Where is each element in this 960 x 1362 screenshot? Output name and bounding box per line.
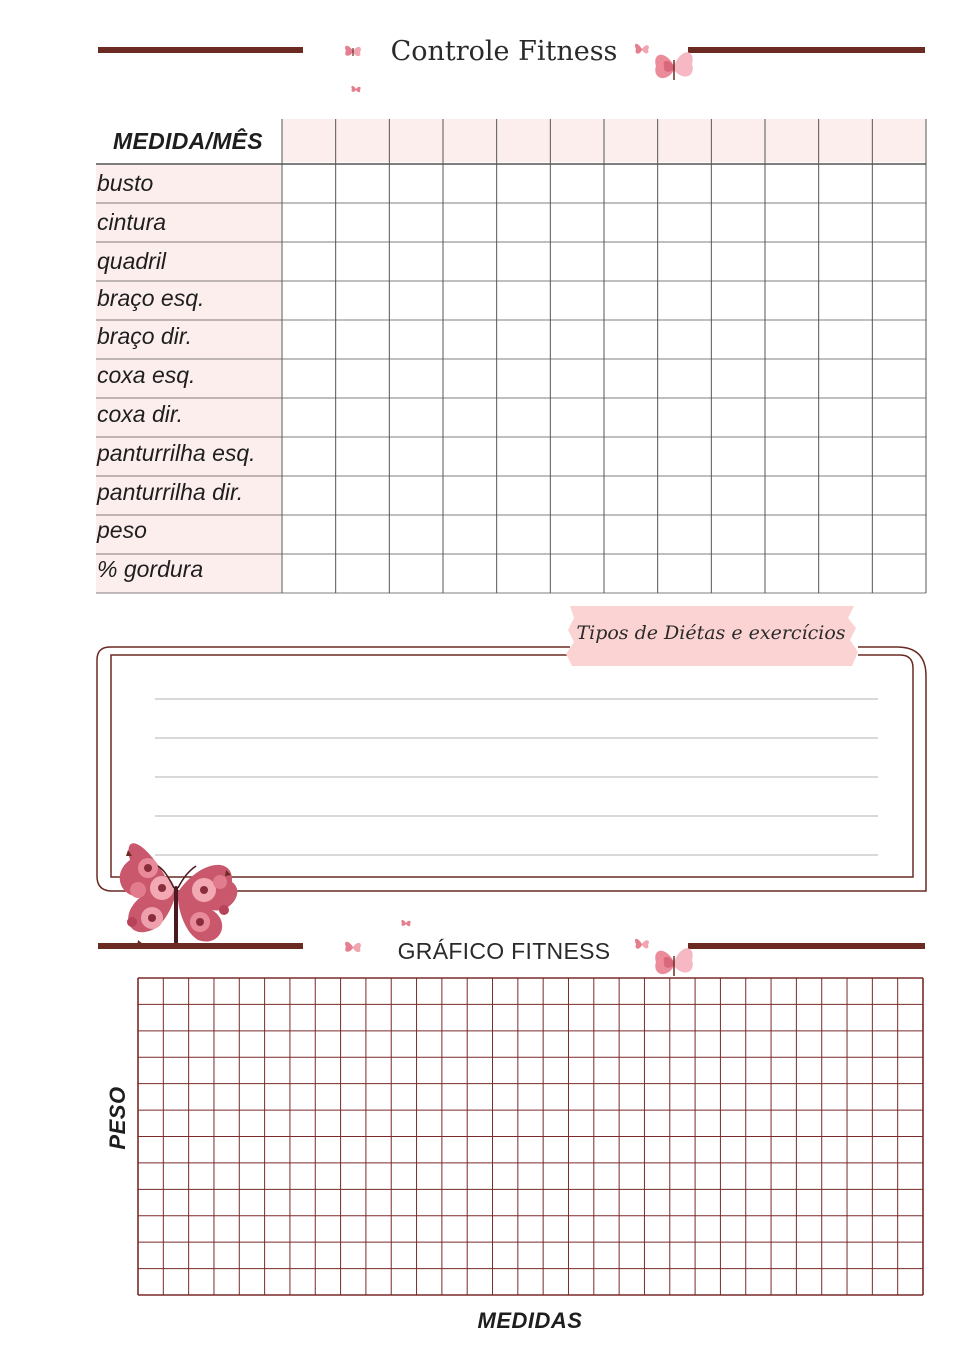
row-label-peso: peso: [97, 517, 147, 543]
butterfly-icon: [400, 917, 412, 929]
row-label-braco-esq: braço esq.: [97, 285, 205, 311]
graph-y-label: PESO: [105, 1086, 130, 1150]
graph-bar-left: [98, 943, 303, 949]
graph-grid: [0, 970, 960, 1310]
row-label-gordura: % gordura: [97, 556, 204, 582]
graph-title: GRÁFICO FITNESS: [397, 938, 611, 964]
row-label-panturrilha-esq: panturrilha esq.: [97, 440, 256, 466]
flower-butterfly-icon: [108, 830, 248, 960]
row-label-braco-dir: braço dir.: [97, 323, 193, 349]
row-label-coxa-esq: coxa esq.: [97, 362, 196, 388]
graph-x-label: MEDIDAS: [477, 1308, 583, 1333]
butterfly-icon: [342, 936, 364, 958]
page-title: Controle Fitness: [390, 36, 618, 67]
table-header-label: MEDIDA/MÊS: [113, 128, 263, 154]
notes-title: Tipos de Diétas e exercícios: [576, 622, 846, 644]
row-label-quadril: quadril: [97, 248, 167, 274]
row-label-coxa-dir: coxa dir.: [97, 401, 184, 427]
row-label-panturrilha-dir: panturrilha dir.: [97, 479, 244, 505]
butterfly-icon: [633, 934, 651, 954]
row-label-busto: busto: [97, 170, 154, 196]
graph-bar-right: [688, 943, 925, 949]
row-label-cintura: cintura: [97, 209, 167, 235]
